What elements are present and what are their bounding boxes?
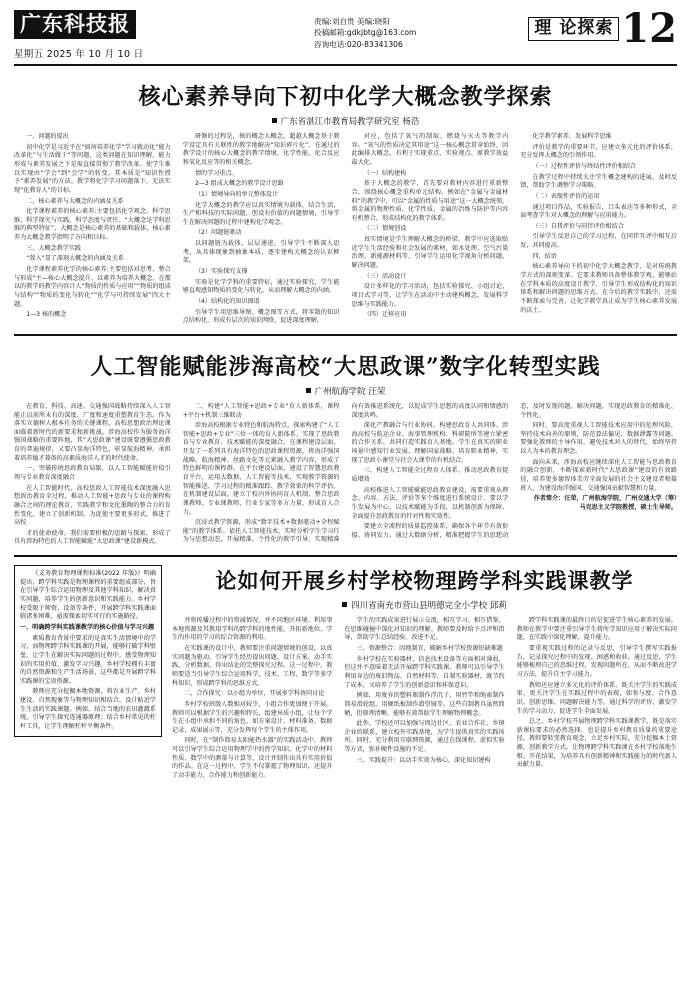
paragraph: （二）情境创设 <box>363 225 407 233</box>
paragraph: 并将传播过程中的资减情况，并不同地区环境。利用事本地资源及其教用学科的跨学科的地性能，开拓新地位，学生的作用的学习的综合资源的利用。 <box>172 617 333 642</box>
article-1-headline: 核心素养导向下初中化学大概念教学探索 <box>138 84 553 111</box>
paragraph: 化学教学素养、发展科学思维 <box>532 133 612 141</box>
paragraph: （4）结构化的知识图谱 <box>194 297 260 305</box>
paragraph: （2）问题链驱动 <box>194 229 242 237</box>
paragraph: （1）情境导向的单元整体设计 <box>194 190 279 198</box>
paragraph: 要重视实践过程的记录与反思，引导学生撰写实践报告，记录探究过程中的发现、困惑和收获。通过反思，学生能够梳理自己的思维过程，发现问题所在，从而不断改进学习方法，提升自主学习能力。 <box>516 645 677 678</box>
paragraph: 一、问题的提出 <box>26 133 69 141</box>
paragraph: （一）过程性评价与终结性评价相结合 <box>532 162 637 170</box>
bullet-square-icon <box>272 118 277 123</box>
paragraph: 沉浸式教学资源，形成“数字技术+数据驱动+全程赋能”的教学体系。依托人工智能技术，实时分析学生学习行为与思想动态，开展精准、个性化的教学引导。实现精准向有效推进系统化，以促成学生思想的高度认同和情感的深度共鸣。 <box>182 402 509 544</box>
paragraph: 在实践课的设计中，教师要注重问题情境的创设，以真实问题为驱动，引导学生经历提出问题、设计方案、动手实践、分析数据、得出结论的完整探究过程。这一过程中，教师要适当引导学生综合运用科学、技术、工程、数学等多学科知识，形成跨学科的思维方式。 <box>172 645 333 687</box>
paragraph: 通过项目作品、实验报告、口头表达等多种形式，全面考查学生对大概念的理解与应用能力。 <box>520 203 677 220</box>
article-2-headline: 人工智能赋能涉海高校“大思政课”数字化转型实践 <box>90 353 601 380</box>
paragraph: 一、突破传统思政教育局限，以人工智能赋能价值引领与专业教育深度融合 <box>14 465 171 481</box>
paragraph: （三）自我评价与同伴评价相结合 <box>532 222 624 230</box>
paragraph: 核心素养导向下的初中化学大概念教学，是对传统教学方式的深刻变革。它要求教师具备整体教学观，能够站在学科本质的高度设计教学，引导学生形成结构化的知识体系和解决问题的思维方式。在今后的教学实践中，还需不断探索与完善，让化学教学真正成为学生核心素养发展的沃土。 <box>520 263 677 314</box>
paragraph: 实验是化学学科的重要特征，通过实验探究，学生能够直观感知物质的变化与转化，从而理解大概念的内涵。 <box>182 278 340 295</box>
author-bio: 作者简介：汪荣，广州航海学院，广州交通大学（筹）马克思主义学院教授，硕士生导师。 <box>533 495 677 511</box>
paragraph: 研修的过程是，核的概念大概念、超越大概念基于教学设定具有关联性的教学地解决“知识碎片化”。在通过的教学设计的核心大概念的教学情境、化学性能、化合反应和氧化反应等的相关概念。 <box>182 133 340 166</box>
article-2-byline-text: 广州航海学院 汪荣 <box>314 386 386 397</box>
paragraph: 二、构建“人工智能+思政+专业”育人新体系，课程+平台+机制三维联动 <box>182 402 340 419</box>
paragraph: 乡村学校在实验器材、信息技术设备等方面相对薄弱，但这并不意味着无法开展跨学科实践课。教师可以引导学生利用身边的废旧物品、自然材料等，自制实验器材，既节约了成本，又培养了学生的创新意识和环保意识。 <box>344 655 505 689</box>
paragraph: 化学课程素养的核心素养:主要包括化学观念、科学思维、科学探究与实践、科学态度与责任。“大概念是学科思维的典型特征”，大概念是核心素养的基础和载体，核心素养为大概念教学指明了方向和目标。 <box>14 208 171 242</box>
paragraph: 素质教育背景中要求的是真实生活情境中的学习，而物理跨学科实践课的开展，能够打破学科壁垒，让学生在解决实际问题的过程中，感受物理知识的实用价值，激发学习兴趣。乡村学校拥有丰富的自然资源和生产生活场景，这些都是开展跨学科实践课的宝贵资源。 <box>20 634 156 685</box>
paragraph: 引导学生用思维导图、概念图等方式，将零散的知识点结构化，形成有层次的知识网络，促进深度理解。 <box>182 308 340 325</box>
paragraph: （三）活动设计 <box>363 272 407 280</box>
article-1 <box>14 66 677 326</box>
paragraph: 总之，乡村学校开展物理跨学科实践课教学，既是落实新课标要求的必然选择，也是提升乡村教育质量的重要途径。教师要转变教育观念，立足乡村实际，充分挖掘本土资源，创新教学方式，让物理跨学科实践课在乡村学校落地生根、开花结果，为培养具有创新精神和实践能力的时代新人贡献力量。 <box>516 718 677 769</box>
masthead-left <box>14 10 224 60</box>
bullet-square-icon <box>342 602 347 607</box>
paragraph: 教师应充分挖掘本地资源，将农业生产、乡村建设、自然现象等与物理知识相结合，设计贴近学生生活的实践课题。例如，结合当地的农田灌溉系统，引导学生探究连通器原理；结合乡村常见的杠杆工具，让学生理解杠杆平衡条件。 <box>20 688 156 730</box>
article-2 <box>14 336 677 547</box>
masthead <box>14 5 677 66</box>
paragraph: 同时，要高度重视人工智能技术应用中的伦理风险，坚持技术向善的原则，防范算法偏见、数据泄露等问题。要强化教师的主导作用，避免技术对人的替代，始终坚持以人为本的教育理念。 <box>520 422 677 456</box>
article-2-byline <box>14 385 677 397</box>
paragraph: 例如，用废弃的塑料瓶制作浮沉子，用竹竿和绳索制作简易滑轮组，用硬纸板制作潜望镜等。这些自制教具虽然简陋，但原理清晰，能够有效帮助学生理解物理概念。 <box>344 692 505 717</box>
paragraph: 对应，包括了氧气的制取、燃烧与灭火等教学内容。“氧气的性质决定其用途”这一核心概念贯穿始终，因此编排大概念，有利于实现重点、实验观点、原教学效益最大化。 <box>351 133 509 166</box>
paragraph: 设计多样化的学习活动，包括实验探究、小组讨论、项目式学习等，让学生在活动中主动建构概念，发展科学思维与实践能力。 <box>351 283 509 308</box>
section-tag: 理 论探索 <box>528 17 619 42</box>
article-1-byline <box>14 115 677 127</box>
issue-date: 星期五 2025 年 10 月 10 日 <box>14 49 144 61</box>
paragraph: 高校推进人工智能赋能思政教育建设，需要重视从理念、内容、方法、评价等多个维度进行系统设计。要以学生发展为中心，以技术赋能为手段，以机制创新为保障，全面提升思政教育的针对性和实效性。 <box>351 486 509 520</box>
article-3-lead-box <box>14 565 162 781</box>
paragraph: 化学课程素养化学的核心素养:主要包括对思考、整合与形成“主—核心大概念提升、以素养为培养大概念。在那以的教学的教学内容计人“物质的性质与应用”“物质的组成与结构”“物质的变化与转化”“化学与可持续发展”四大主题。 <box>14 266 171 308</box>
paragraph: 三、构建人工智能全过程育人体系，推动思政教育提质增效 <box>351 467 509 483</box>
article-1-body <box>14 133 677 326</box>
paragraph: 二、核心素养与大概念的内涵及关系 <box>26 197 124 205</box>
paragraph: 真实情境是学生理解大概念的桥梁。教学中应选取贴近学生生活经验和社会发展的素材，如水处理、空气污染治理、新能源材料等，引导学生运用化学视角分析问题、解决问题。 <box>351 236 509 270</box>
paragraph: 教师还应建立多元化的评价体系，既关注学生的实践成果，更关注学生在实践过程中的表现，如参与度、合作意识、创新思维、问题解决能力等。通过科学的评价，激发学生的学习动力，促进学生全面发展。 <box>516 681 677 715</box>
masthead-credits <box>224 10 528 50</box>
paragraph: 三、资源整合：因地制宜，破解乡村学校资源短缺难题 <box>356 645 503 653</box>
paragraph: “置入”显了深刻大概念的内涵及关系 <box>26 255 124 263</box>
article-3-byline-text: 四川省南充市营山县明德完全小学校 邱莉 <box>351 601 507 612</box>
paragraph: 1—3 核的概念 <box>26 311 67 319</box>
paragraph: 学生的实践成果进行展示交流，相互学习、相互借鉴，在思维碰撞中深化对知识的理解。教师要及时给予点评和指导，帮助学生总结经验、改进不足。 <box>344 617 505 642</box>
paragraph: 初中化学是习近平在“如何培养化学”学习就动化“能力改革化”与生活做于“等问题，这类问题在知识理解、能力形成与素养发展之下是需直接贯彻了教学改革。使学生难以实现由“学会”到“会学”的转变，其本质是“知识性授予”素养发展“的方法。教学将化学学习问题落下，无法实现“化教育人”的目标。 <box>14 143 171 194</box>
credit-line-1: 责编:刘自贵 美编:晓阳 <box>314 17 390 26</box>
paragraph: 在教育、科技、高速、交通强国战略持续深入人工智能正以前所未有的深度、广度和速度重塑教育生态。作为落实立德树人根本任务的关键课程，高校思想政治理论课面临着新时代的新要求和新挑战。涉海高校作为服务海洋强国战略的重要阵地，其“大思政课”建设既要遵循思政教育的普遍规律，又要凸显海洋特色、彰显航海精神，承担着培养德才兼备的高素质海洋人才的时代使命。 <box>14 402 171 462</box>
paragraph: 面向未来，涉海高校应继续深化人工智能与思政教育的融合创新，不断探索新时代“大思政课”建设的有效路径，培养更多德智体美劳全面发展的社会主义建设者和接班人，为建设海洋强国、交通强国贡献智慧和力量。 <box>520 458 677 492</box>
paragraph: 2—3 组成大概念的教学设计思路 <box>194 180 284 188</box>
paragraph: 基于大概念的教学，首先要对教材内容进行重新整合，围绕核心概念重构单元结构。例如在“金属与金属材料”的教学中，可以“金属的性质与用途”这一大概念统领，将金属的物理性质、化学性质、金属的冶炼与防护等内容有机整合，形成结构化的教学体系。 <box>351 180 509 222</box>
paragraph: 三、大概念教学实践 <box>26 244 82 252</box>
paragraph: 在人工智能时代，高校思政人工智能技术深度融入思想政治教育全过程，推动人工智能+思政与专业的课程构融合之间的理论教育、实践教学和文化熏陶的整合力的育性变化，建立了创新机制。为促使主要更多形式，推进了高校 <box>14 484 171 527</box>
paragraph: 三、实践提升：以动手实效为核心，深化知识建构 <box>356 756 491 764</box>
newspaper-logo: 广东科技报 <box>14 10 136 39</box>
article-3-headline: 论如何开展乡村学校物理跨学科实践课教学 <box>215 568 634 594</box>
article-2-body <box>14 403 677 547</box>
paragraph: （一）结构建构 <box>363 169 407 177</box>
article-3-body <box>172 617 677 781</box>
paragraph: 化学大概念的教学应以真实情境为载体，结合生活、生产和科技的实际问题，创设有价值的问题情境，引导学生在解决问题的过程中建构化学观念。 <box>182 201 340 226</box>
paragraph: 涉海高校根据专业特色和航海特点，探索构建了“人工智能+思政+专业”三位一体的育人新体系，实现了思政教育与专业教育、技术赋能的深度融合。在课程建设层面，开发了一系列具有海洋特色的思政课程资源，将海洋强国战略、航海精神、丝路文化等元素融入教学内容，形成了特色鲜明的课程群。在平台建设层面，建设了智慧思政教育平台，运用大数据、人工智能等技术，实现教学资源的智能推送、学习过程的精准跟踪、教学效果的科学评估。在机制建设层面，建立了校内外协同育人机制，整合思政课教师、专业课教师、行业专家等多方力量，形成育人合力。 <box>182 422 340 516</box>
page-number: 12 <box>621 5 677 52</box>
article-1-byline-text: 广东省湛江市教育局教学研究室 杨浩 <box>280 117 420 128</box>
credit-line-3: 咨询电话:020-83341306 <box>314 39 403 49</box>
paragraph: 以问题链为载体，层层递进，引导学生不断深入思考，从具体现象到抽象本质，逐步建构大概念的认识框架。 <box>182 240 340 265</box>
paragraph: 情的学习重点。 <box>194 169 238 177</box>
paragraph: （3）实验探究支撑 <box>194 268 248 276</box>
paragraph: 深化产教融合与行业协同，构建思政育人共同体。涉海高校与航运企业、海事管理机构、科研院所等建立紧密的合作关系，共同打造实践育人基地。学生在真实的职业场景中感知行业发展、理解国家战略、培育职业精神，实现了思政小课堂与社会大课堂的有机结合。 <box>351 422 509 464</box>
paragraph: 同时，在“制作简易太阳能热水器”的实践活动中，教师可以引导学生综合运用物理学中的热学知识、化学中的材料性质、数学中的测量与计算等，设计并制作出具有实用价值的作品。在这一过程中，学生不仅掌握了物理知识，还提升了动手能力、合作能力和创新能力。 <box>172 737 333 779</box>
paragraph: 要建立全流程的质量监控体系，确保各个环节有效衔接、协同发力。通过大数据分析，精准把握学生的思想动态，及时发现问题、解决问题，实现思政教育的精准化、个性化。 <box>351 402 677 539</box>
paragraph: 乡村学校班级人数相对较少，小组合作更加便于开展。教师可以根据学生的兴趣和特长，组建异质小组，让每个学生在小组中承担不同的角色，如方案设计、材料准备、数据记录、成果展示等，充分发挥每个学生的主体作用。 <box>172 700 333 734</box>
paragraph: （二）表现性评价的运用 <box>532 192 600 200</box>
credit-line-2: 投稿邮箱:gdkjbtg@163.com <box>314 28 417 38</box>
masthead-right <box>528 5 677 52</box>
paragraph: 评价是教学的重要环节，应建立多元化的评价体系，充分发挥大概念的引领作用。 <box>520 143 677 160</box>
paragraph: 才的使命使命。我们需要积极的思路与探索，形成了具有涉海特色的人工智能赋能“大思政课”建设新模式。 <box>14 529 171 546</box>
subheading: 一、明确跨学科实践课教学的核心价值与学习兴趣 <box>20 623 155 631</box>
paragraph: 此外，学校还可以加强与周边社区、农业合作社、乡镇企业的联系，建立校外实践基地，为学生提供真实的实践场所。同时，充分利用互联网资源，通过在线课程、虚拟实验等方式，弥补硬件设施的不足。 <box>344 720 505 754</box>
paragraph: 《义务教育物理课程标准(2022 年版)》明确提出，跨学科实践是物理课程的重要组成部分，旨在引导学生综合运用物理及其他学科知识，解决真实问题，培养学生的创新意识和实践能力。乡村学校受限于师资、设备等条件，开展跨学科实践课面临诸多困难，亟需探索切实可行的实施路径。 <box>20 570 156 621</box>
paragraph: （四）迁移应用 <box>363 311 407 319</box>
paragraph: 二、合作探究：以小组为单位，开展多学科协同讨论 <box>184 690 325 698</box>
article-3-byline <box>172 599 677 611</box>
bullet-square-icon <box>306 388 311 393</box>
article-3 <box>14 557 677 781</box>
paragraph: 引导学生反思自己的学习过程，在同伴互评中相互启发，共同提高。 <box>520 233 677 250</box>
paragraph: 四、结语 <box>532 252 557 260</box>
paragraph: 跨学科实践课的最终目的是促进学生核心素养的发展。教师在教学中要注重引导学生将所学知识应用于解决实际问题，在实践中深化理解、提升能力。 <box>516 617 677 642</box>
paragraph: 在教学过程中持续关注学生概念建构的进展，及时反馈，帮助学生调整学习策略。 <box>520 173 677 190</box>
